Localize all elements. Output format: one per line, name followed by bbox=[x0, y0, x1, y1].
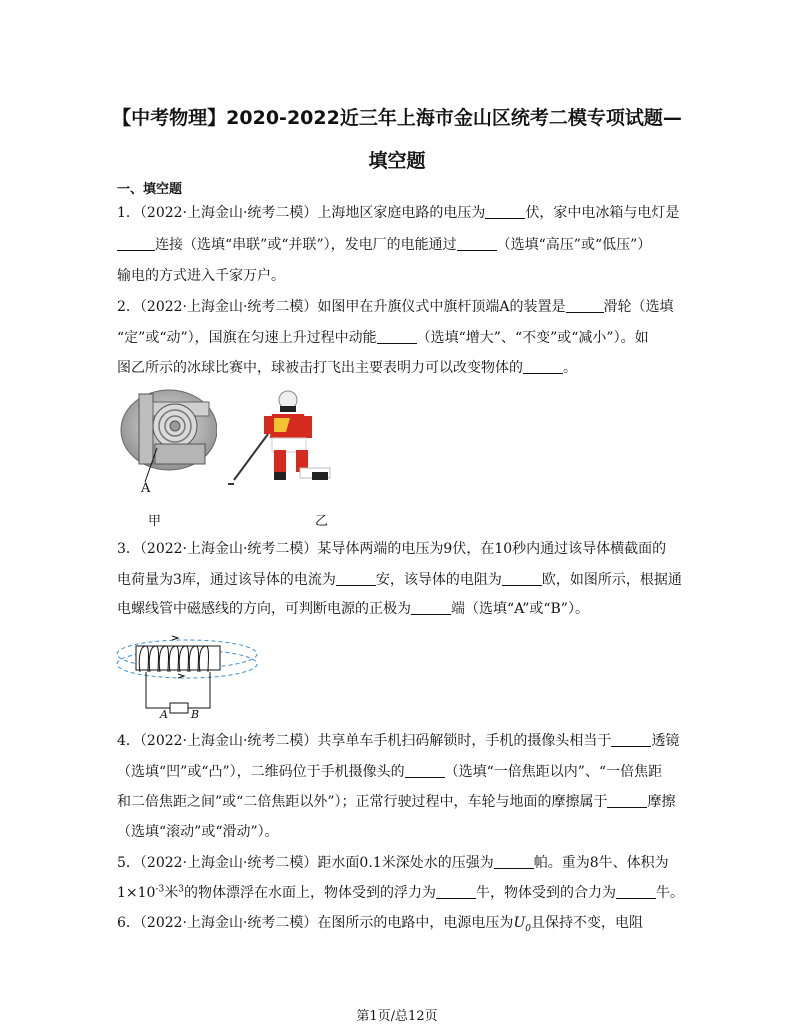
answer-blank[interactable] bbox=[607, 795, 647, 808]
caption-yi: 乙 bbox=[315, 514, 329, 529]
q1-text: 伏，家中电冰箱与电灯是 bbox=[525, 205, 680, 221]
q3-line-2 bbox=[117, 569, 682, 589]
q6-text: 6．（2022·上海金山·统考二模）在图所示的电路中，电源电压为 bbox=[117, 915, 514, 931]
answer-blank[interactable] bbox=[494, 856, 534, 869]
q2-text: 滑轮（选填 bbox=[603, 299, 674, 315]
q5-text: 的物体漂浮在水面上，物体受到的浮力为 bbox=[183, 885, 436, 901]
page-title-line-1: 【中考物理】2020-2022近三年上海市金山区统考二模专项试题— bbox=[112, 107, 682, 129]
hockey-player-figure bbox=[228, 388, 338, 488]
q5-text: 帕。重为8牛、体积为 bbox=[533, 855, 669, 871]
q2-line-2 bbox=[117, 327, 649, 347]
q3-text: 电螺线管中磁感线的方向，可判断电源的正极为 bbox=[117, 601, 411, 617]
q4-text: 和二倍焦距之间”或“二倍焦距以外”）；正常行驶过程中，车轮与地面的摩擦属于 bbox=[117, 794, 608, 810]
q5-text: 1×10 bbox=[117, 885, 156, 901]
q3-line-3 bbox=[117, 598, 589, 618]
q3-text: 电荷量为3库，通过该导体的电流为 bbox=[117, 572, 336, 588]
answer-blank[interactable] bbox=[411, 602, 451, 615]
exponent: 3 bbox=[178, 884, 184, 895]
q4-text: 摩擦 bbox=[647, 794, 676, 810]
answer-blank[interactable] bbox=[405, 765, 445, 778]
figure-label-a: A bbox=[141, 481, 151, 496]
terminal-label-a: A bbox=[160, 708, 168, 721]
q4-text: （选填“一倍焦距以内”、“一倍焦距 bbox=[444, 764, 663, 780]
answer-blank[interactable] bbox=[566, 300, 604, 313]
q1-line-2 bbox=[117, 234, 651, 254]
q4-line-1 bbox=[117, 730, 679, 750]
q5-text: 米 bbox=[164, 885, 179, 901]
q1-text: （选填“高压”或“低压”） bbox=[496, 237, 652, 253]
q3-text: 安，该导体的电阻为 bbox=[375, 572, 502, 588]
subscript: 0 bbox=[525, 923, 531, 934]
solenoid-circuit-figure bbox=[112, 624, 262, 724]
variable-u: U bbox=[513, 915, 526, 931]
q3-line-1: 3．（2022·上海金山·统考二模）某导体两端的电压为9伏，在10秒内通过该导体横截面的 bbox=[117, 541, 667, 557]
q2-text: “定”或“动”），国旗在匀速上升过程中动能 bbox=[117, 330, 377, 346]
answer-blank[interactable] bbox=[377, 331, 417, 344]
q4-text: （选填“凹”或“凸”），二维码位于手机摄像头的 bbox=[117, 764, 405, 780]
answer-blank[interactable] bbox=[485, 206, 525, 219]
answer-blank[interactable] bbox=[117, 238, 155, 251]
q3-text: 端（选填“A”或“B”）。 bbox=[451, 601, 589, 617]
q1-line-1 bbox=[117, 202, 679, 222]
q5-text: 5．（2022·上海金山·统考二模）距水面0.1米深处水的压强为 bbox=[117, 855, 494, 871]
answer-blank[interactable] bbox=[336, 573, 376, 586]
q4-text: 透镜 bbox=[651, 733, 680, 749]
answer-blank[interactable] bbox=[616, 886, 656, 899]
q5-text: 牛。 bbox=[655, 885, 684, 901]
answer-blank[interactable] bbox=[611, 734, 651, 747]
q6-text: 且保持不变，电阻 bbox=[530, 915, 643, 931]
q2-text: 2．（2022·上海金山·统考二模）如图甲在升旗仪式中旗杆顶端A的装置是 bbox=[117, 299, 566, 315]
section-heading: 一、填空题 bbox=[117, 182, 183, 197]
q2-text: （选填“增大”、“不变”或“减小”）。如 bbox=[416, 330, 649, 346]
answer-blank[interactable] bbox=[523, 361, 563, 374]
page-title-line-2: 填空题 bbox=[368, 150, 426, 172]
q3-text: 欧，如图所示，根据通 bbox=[541, 572, 682, 588]
q2-text: 。 bbox=[563, 360, 577, 376]
q5-text: 牛，物体受到的合力为 bbox=[475, 885, 616, 901]
caption-jia: 甲 bbox=[148, 514, 162, 529]
q1-text: 连接（选填“串联”或“并联”），发电厂的电能通过 bbox=[155, 237, 457, 253]
q4-line-2 bbox=[117, 761, 662, 781]
q4-line-3 bbox=[117, 791, 675, 811]
q2-line-1 bbox=[117, 296, 674, 316]
q4-line-4: （选填“滚动”或“滑动”）。 bbox=[117, 824, 279, 840]
pulley-figure bbox=[117, 388, 217, 498]
q6-line-1 bbox=[117, 912, 643, 934]
page-number: 第1页/总12页 bbox=[356, 1009, 438, 1024]
q5-line-2 bbox=[117, 882, 684, 902]
q2-text: 图乙所示的冰球比赛中，球被击打飞出主要表明力可以改变物体的 bbox=[117, 360, 523, 376]
q1-text: 1．（2022·上海金山·统考二模）上海地区家庭电路的电压为 bbox=[117, 205, 486, 221]
exponent: -3 bbox=[155, 884, 165, 895]
q5-line-1 bbox=[117, 852, 669, 872]
answer-blank[interactable] bbox=[502, 573, 542, 586]
terminal-label-b: B bbox=[191, 708, 200, 721]
answer-blank[interactable] bbox=[436, 886, 476, 899]
q2-line-3 bbox=[117, 357, 577, 377]
q4-text: 4．（2022·上海金山·统考二模）共享单车手机扫码解锁时，手机的摄像头相当于 bbox=[117, 733, 612, 749]
answer-blank[interactable] bbox=[457, 238, 497, 251]
q1-line-3: 输电的方式进入千家万户。 bbox=[117, 268, 285, 284]
